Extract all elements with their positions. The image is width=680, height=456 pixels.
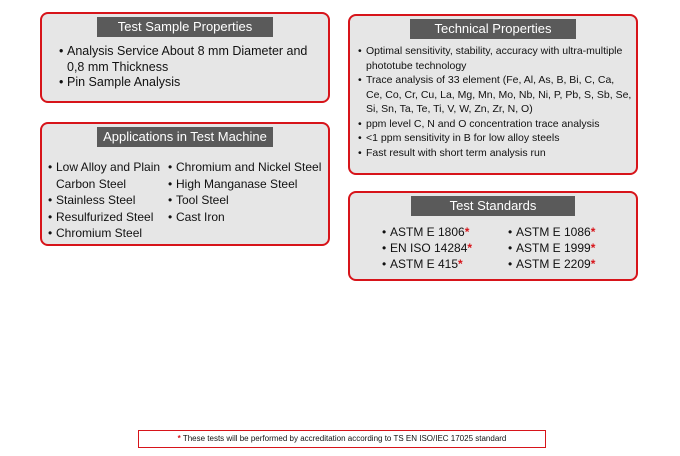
list-item: [382, 256, 502, 272]
list-item: • Pin Sample Analysis: [59, 75, 321, 91]
list-item: • Analysis Service About 8 mm Diameter and 0,8 mm Thickness: [59, 44, 321, 75]
list-item: [508, 240, 628, 256]
list-item: • Fast result with short term analysis run: [358, 146, 632, 161]
test-standards-title: Test Standards: [411, 196, 575, 216]
list-item: • Optimal sensitivity, stability, accuracy with ultra-multiple phototube technology: [358, 44, 632, 73]
list-item: [382, 240, 502, 256]
list-item: • Chromium Steel: [48, 225, 168, 242]
applications-box: [40, 122, 330, 246]
applications-title: Applications in Test Machine: [97, 127, 273, 147]
standard-code: ASTM E 415: [390, 257, 459, 271]
standard-code: EN ISO 14284: [390, 241, 468, 255]
list-item: [508, 256, 628, 272]
accreditation-marker: *: [590, 225, 596, 239]
technical-properties-list: [358, 44, 632, 160]
technical-properties-box: [348, 14, 638, 175]
test-standards-right-list: [508, 224, 628, 272]
standard-code: ASTM E 1806: [390, 225, 465, 239]
list-item: • Chromium and Nickel Steel: [168, 159, 330, 176]
accreditation-marker: *: [590, 241, 596, 255]
test-sample-properties-list: [59, 44, 321, 91]
test-sample-properties-title: Test Sample Properties: [97, 17, 273, 37]
test-standards-box: [348, 191, 638, 281]
standard-code: ASTM E 1999: [516, 241, 591, 255]
list-item: • Cast Iron: [168, 209, 330, 226]
standard-code: ASTM E 1086: [516, 225, 591, 239]
list-item: • <1 ppm sensitivity in B for low alloy steels: [358, 131, 632, 146]
list-item: • Resulfurized Steel: [48, 209, 168, 226]
accreditation-marker: *: [467, 241, 473, 255]
list-item: • High Manganase Steel: [168, 176, 330, 193]
footnote-text: These tests will be performed by accreditation according to TS EN ISO/IEC 17025 standard: [182, 434, 507, 443]
list-item: • Low Alloy and Plain Carbon Steel: [48, 159, 168, 192]
test-standards-left-list: [382, 224, 502, 272]
accreditation-marker: *: [458, 257, 463, 271]
footnote-marker: *: [177, 434, 181, 443]
test-sample-properties-box: [40, 12, 330, 103]
accreditation-marker: *: [590, 257, 596, 271]
applications-left-list: [48, 159, 168, 242]
applications-right-list: [168, 159, 330, 225]
standard-code: ASTM E 2209: [516, 257, 591, 271]
list-item: • Trace analysis of 33 element (Fe, Al, As, B, Bi, C, Ca, Ce, Co, Cr, Cu, La, Mg, Mn, Mo, Nb, Ni, P, Pb, S, Sb, Se, Si, Sn, Ta, Te, Ti, V, W, Zn, Zr, N, O): [358, 73, 632, 117]
list-item: • Tool Steel: [168, 192, 330, 209]
list-item: [382, 224, 502, 240]
list-item: • Stainless Steel: [48, 192, 168, 209]
accreditation-footnote: [138, 430, 546, 448]
list-item: • ppm level C, N and O concentration trace analysis: [358, 117, 632, 132]
accreditation-marker: *: [464, 225, 470, 239]
technical-properties-title: Technical Properties: [410, 19, 576, 39]
list-item: [508, 224, 628, 240]
